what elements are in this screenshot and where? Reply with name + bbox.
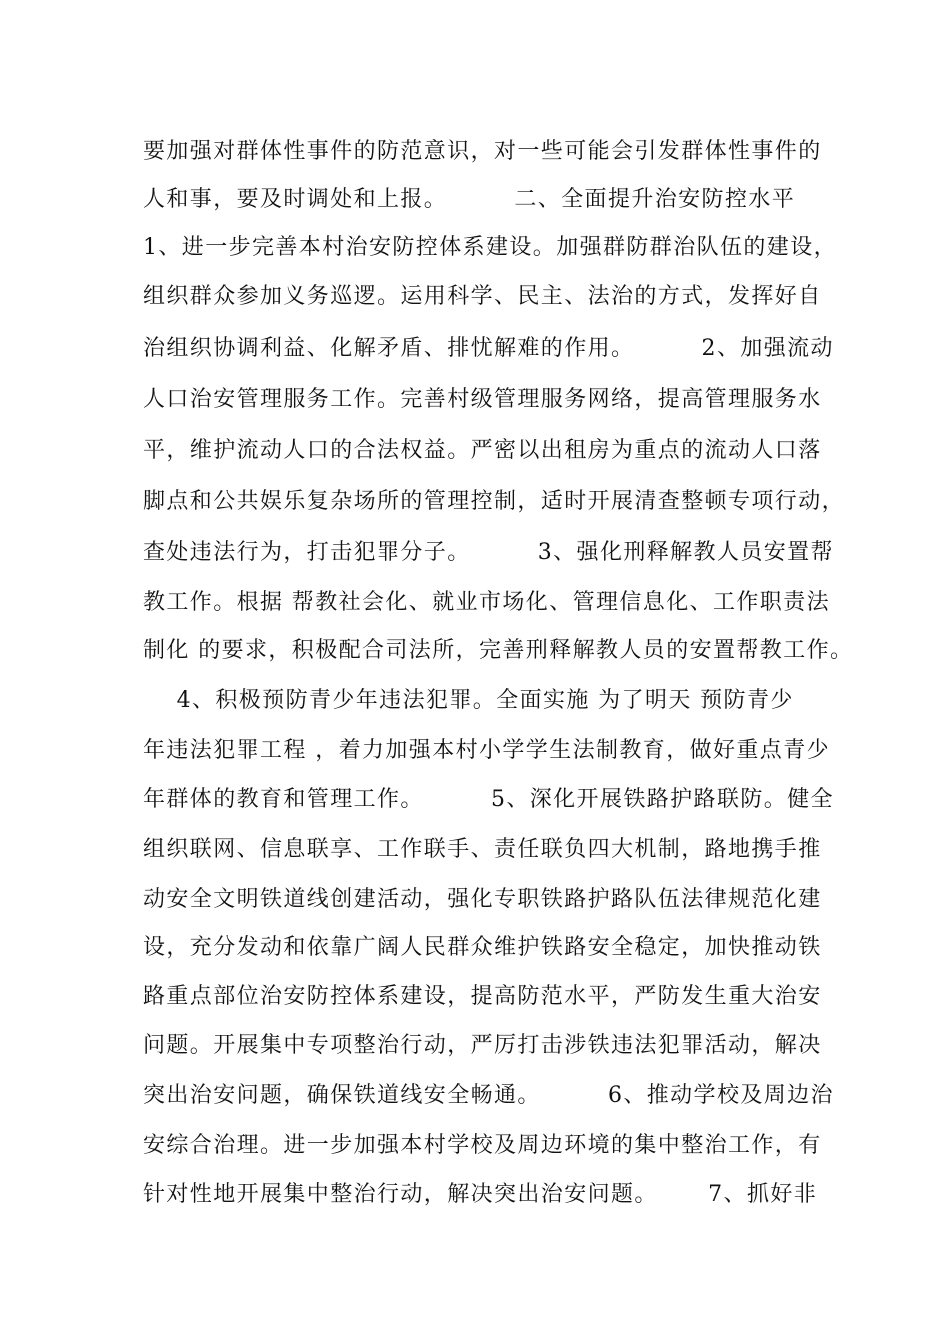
text-line: 制化 的要求，积极配合司法所，完善刑释解教人员的安置帮教工作。 xyxy=(143,638,854,663)
text-line: 组织联网、信息联享、工作联手、责任联负四大机制，路地携手推 xyxy=(143,837,822,862)
text-line: 年群体的教育和管理工作。 5、深化开展铁路护路联防。健全 xyxy=(143,787,834,812)
text-line: 查处违法行为，打击犯罪分子。 3、强化刑释解教人员安置帮 xyxy=(143,540,834,565)
text-line: 要加强对群体性事件的防范意识，对一些可能会引发群体性事件的 xyxy=(143,139,822,164)
text-line: 突出治安问题，确保铁道线安全畅通。 6、推动学校及周边治 xyxy=(143,1083,834,1108)
text-line: 教工作。根据 帮教社会化、就业市场化、管理信息化、工作职责法 xyxy=(143,590,830,615)
text-line: 组织群众参加义务巡逻。运用科学、民主、法治的方式，发挥好自 xyxy=(143,284,822,309)
text-line: 设，充分发动和依靠广阔人民群众维护铁路安全稳定，加快推动铁 xyxy=(143,935,822,960)
text-line: 年违法犯罪工程 ，着力加强本村小学学生法制教育，做好重点青少 xyxy=(143,738,830,763)
text-line: 治组织协调利益、化解矛盾、排忧解难的作用。 2、加强流动 xyxy=(143,336,834,361)
text-line: 脚点和公共娱乐复杂场所的管理控制，适时开展清查整顿专项行动， xyxy=(143,489,846,514)
text-line: 安综合治理。进一步加强本村学校及周边环境的集中整治工作，有 xyxy=(143,1133,822,1158)
text-line: 1、进一步完善本村治安防控体系建设。加强群防群治队伍的建设， xyxy=(143,235,837,260)
text-line: 针对性地开展集中整治行动，解决突出治安问题。 7、抓好非 xyxy=(143,1182,818,1207)
text-line: 动安全文明铁道线创建活动，强化专职铁路护路队伍法律规范化建 xyxy=(143,887,822,912)
text-line: 人和事，要及时调处和上报。 二、全面提升治安防控水平 xyxy=(143,187,796,212)
text-line: 路重点部位治安防控体系建设，提高防范水平，严防发生重大治安 xyxy=(143,984,822,1009)
text-line: 平，维护流动人口的合法权益。严密以出租房为重点的流动人口落 xyxy=(143,438,822,463)
text-line: 人口治安管理服务工作。完善村级管理服务网络，提高管理服务水 xyxy=(143,387,822,412)
text-line: 问题。开展集中专项整治行动，严厉打击涉铁违法犯罪活动，解决 xyxy=(143,1033,822,1058)
text-line: 4、积极预防青少年违法犯罪。全面实施 为了明天 预防青少 xyxy=(143,688,794,713)
